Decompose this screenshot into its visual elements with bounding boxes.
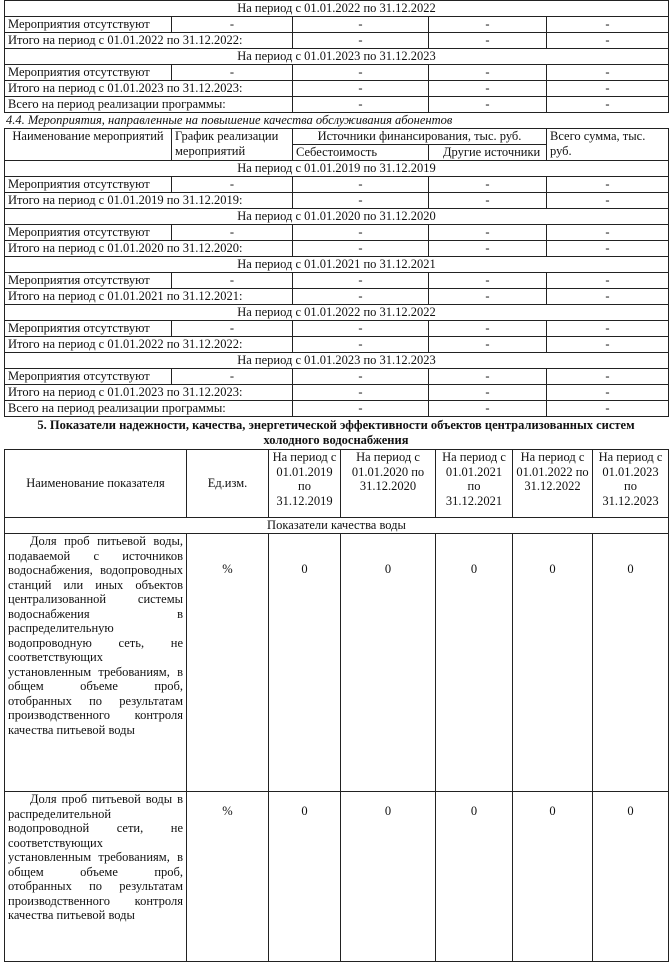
dash-cell: - bbox=[429, 81, 547, 97]
indicator-value-2023: 0 bbox=[593, 792, 669, 962]
dash-cell: - bbox=[429, 385, 547, 401]
period-row: На период с 01.01.2019 по 31.12.2019 bbox=[5, 161, 669, 177]
indicator-value-2019: 0 bbox=[269, 792, 341, 962]
dash-cell: - bbox=[172, 177, 293, 193]
header-name: Наименование мероприятий bbox=[5, 129, 172, 161]
dash-cell: - bbox=[429, 369, 547, 385]
none-row-label: Мероприятия отсутствуют bbox=[5, 17, 172, 33]
total-row-label: Итого на период с 01.01.2019 по 31.12.2019: bbox=[5, 193, 293, 209]
table-section-5 bbox=[4, 449, 669, 962]
dash-cell: - bbox=[172, 225, 293, 241]
header-other: Другие источники bbox=[429, 145, 547, 161]
dash-cell: - bbox=[547, 17, 669, 33]
dash-cell: - bbox=[293, 33, 429, 49]
none-row-label: Мероприятия отсутствуют bbox=[5, 321, 172, 337]
header-period-2023: На период с 01.01.2023 по 31.12.2023 bbox=[593, 450, 669, 518]
header-unit: Ед.изм. bbox=[187, 450, 269, 518]
period-row-2023: На период с 01.01.2023 по 31.12.2023 bbox=[5, 49, 669, 65]
period-row: На период с 01.01.2023 по 31.12.2023 bbox=[5, 353, 669, 369]
indicator-value-2019: 0 bbox=[269, 534, 341, 792]
dash-cell: - bbox=[429, 225, 547, 241]
dash-cell: - bbox=[547, 97, 669, 113]
grand-total-label: Всего на период реализации программы: bbox=[5, 97, 293, 113]
dash-cell: - bbox=[547, 401, 669, 417]
header-period-2019: На период с 01.01.2019 по 31.12.2019 bbox=[269, 450, 341, 518]
dash-cell: - bbox=[293, 337, 429, 353]
dash-cell: - bbox=[429, 337, 547, 353]
header-schedule: График реализации мероприятий bbox=[172, 129, 293, 161]
total-row-label: Итого на период с 01.01.2023 по 31.12.2023: bbox=[5, 385, 293, 401]
dash-cell: - bbox=[547, 369, 669, 385]
indicator-value-2020: 0 bbox=[341, 792, 436, 962]
dash-cell: - bbox=[293, 369, 429, 385]
dash-cell: - bbox=[293, 289, 429, 305]
indicator-value-2023: 0 bbox=[593, 534, 669, 792]
header-period-2022: На период с 01.01.2022 по 31.12.2022 bbox=[513, 450, 593, 518]
header-period-2020: На период с 01.01.2020 по 31.12.2020 bbox=[341, 450, 436, 518]
indicator-value-2022: 0 bbox=[513, 792, 593, 962]
dash-cell: - bbox=[293, 385, 429, 401]
period-row: На период с 01.01.2022 по 31.12.2022 bbox=[5, 305, 669, 321]
dash-cell: - bbox=[429, 33, 547, 49]
total-row-label: Итого на период с 01.01.2023 по 31.12.2023: bbox=[5, 81, 293, 97]
header-cost: Себестоимость bbox=[293, 145, 429, 161]
group-water-quality: Показатели качества воды bbox=[5, 518, 669, 534]
dash-cell: - bbox=[293, 193, 429, 209]
grand-total-label: Всего на период реализации программы: bbox=[5, 401, 293, 417]
dash-cell: - bbox=[547, 177, 669, 193]
dash-cell: - bbox=[429, 17, 547, 33]
dash-cell: - bbox=[293, 225, 429, 241]
dash-cell: - bbox=[547, 273, 669, 289]
dash-cell: - bbox=[547, 65, 669, 81]
dash-cell: - bbox=[547, 33, 669, 49]
dash-cell: - bbox=[429, 401, 547, 417]
dash-cell: - bbox=[293, 65, 429, 81]
indicator-value-2021: 0 bbox=[436, 792, 513, 962]
header-sources: Источники финансирования, тыс. руб. bbox=[293, 129, 547, 145]
total-row-label: Итого на период с 01.01.2022 по 31.12.2022: bbox=[5, 33, 293, 49]
indicator-name: Доля проб питьевой воды, подаваемой с источников водоснабжения, водопроводных станций или иных объектов централизованной системы водоснабжения в распределительную водопроводную сеть, не соответствующих установленным требованиям, в общем объеме проб, отобранных по результатам производственного контроля качества питьевой воды bbox=[5, 534, 187, 792]
indicator-name: Доля проб питьевой воды в распределительной водопроводной сети, не соответствующих установленным требованиям, в общем объеме проб, отобранных по результатам производственного контроля качества питьевой воды bbox=[5, 792, 187, 962]
dash-cell: - bbox=[429, 97, 547, 113]
indicator-value-2022: 0 bbox=[513, 534, 593, 792]
none-row-label: Мероприятия отсутствуют bbox=[5, 273, 172, 289]
dash-cell: - bbox=[293, 241, 429, 257]
section-44-caption: 4.4. Мероприятия, направленные на повышение качества обслуживания абонентов bbox=[6, 113, 453, 127]
table-prev-section bbox=[4, 0, 669, 113]
period-row: На период с 01.01.2020 по 31.12.2020 bbox=[5, 209, 669, 225]
table-section-44 bbox=[4, 128, 669, 417]
none-row-label: Мероприятия отсутствуют bbox=[5, 65, 172, 81]
dash-cell: - bbox=[547, 385, 669, 401]
header-period-2021: На период с 01.01.2021 по 31.12.2021 bbox=[436, 450, 513, 518]
dash-cell: - bbox=[293, 177, 429, 193]
dash-cell: - bbox=[547, 289, 669, 305]
header-total: Всего сумма, тыс. руб. bbox=[547, 129, 669, 161]
dash-cell: - bbox=[293, 401, 429, 417]
dash-cell: - bbox=[172, 17, 293, 33]
dash-cell: - bbox=[172, 65, 293, 81]
dash-cell: - bbox=[293, 81, 429, 97]
dash-cell: - bbox=[547, 193, 669, 209]
indicator-value-2020: 0 bbox=[341, 534, 436, 792]
dash-cell: - bbox=[172, 369, 293, 385]
header-indicator-name: Наименование показателя bbox=[5, 450, 187, 518]
document-page bbox=[4, 0, 668, 962]
period-row: На период с 01.01.2021 по 31.12.2021 bbox=[5, 257, 669, 273]
dash-cell: - bbox=[172, 321, 293, 337]
dash-cell: - bbox=[429, 289, 547, 305]
dash-cell: - bbox=[429, 177, 547, 193]
total-row-label: Итого на период с 01.01.2020 по 31.12.2020: bbox=[5, 241, 293, 257]
dash-cell: - bbox=[429, 241, 547, 257]
dash-cell: - bbox=[293, 17, 429, 33]
dash-cell: - bbox=[172, 273, 293, 289]
none-row-label: Мероприятия отсутствуют bbox=[5, 177, 172, 193]
dash-cell: - bbox=[547, 225, 669, 241]
none-row-label: Мероприятия отсутствуют bbox=[5, 225, 172, 241]
dash-cell: - bbox=[547, 81, 669, 97]
none-row-label: Мероприятия отсутствуют bbox=[5, 369, 172, 385]
dash-cell: - bbox=[293, 273, 429, 289]
indicator-unit: % bbox=[187, 534, 269, 792]
dash-cell: - bbox=[547, 241, 669, 257]
indicator-value-2021: 0 bbox=[436, 534, 513, 792]
dash-cell: - bbox=[293, 321, 429, 337]
dash-cell: - bbox=[429, 321, 547, 337]
total-row-label: Итого на период с 01.01.2021 по 31.12.2021: bbox=[5, 289, 293, 305]
dash-cell: - bbox=[429, 65, 547, 81]
period-row-2022: На период с 01.01.2022 по 31.12.2022 bbox=[5, 1, 669, 17]
total-row-label: Итого на период с 01.01.2022 по 31.12.2022: bbox=[5, 337, 293, 353]
section-5-title: 5. Показатели надежности, качества, энергетической эффективности объектов централизованных систем холодного водоснабжения bbox=[37, 418, 635, 447]
dash-cell: - bbox=[547, 321, 669, 337]
dash-cell: - bbox=[429, 273, 547, 289]
dash-cell: - bbox=[429, 193, 547, 209]
indicator-unit: % bbox=[187, 792, 269, 962]
dash-cell: - bbox=[547, 337, 669, 353]
dash-cell: - bbox=[293, 97, 429, 113]
